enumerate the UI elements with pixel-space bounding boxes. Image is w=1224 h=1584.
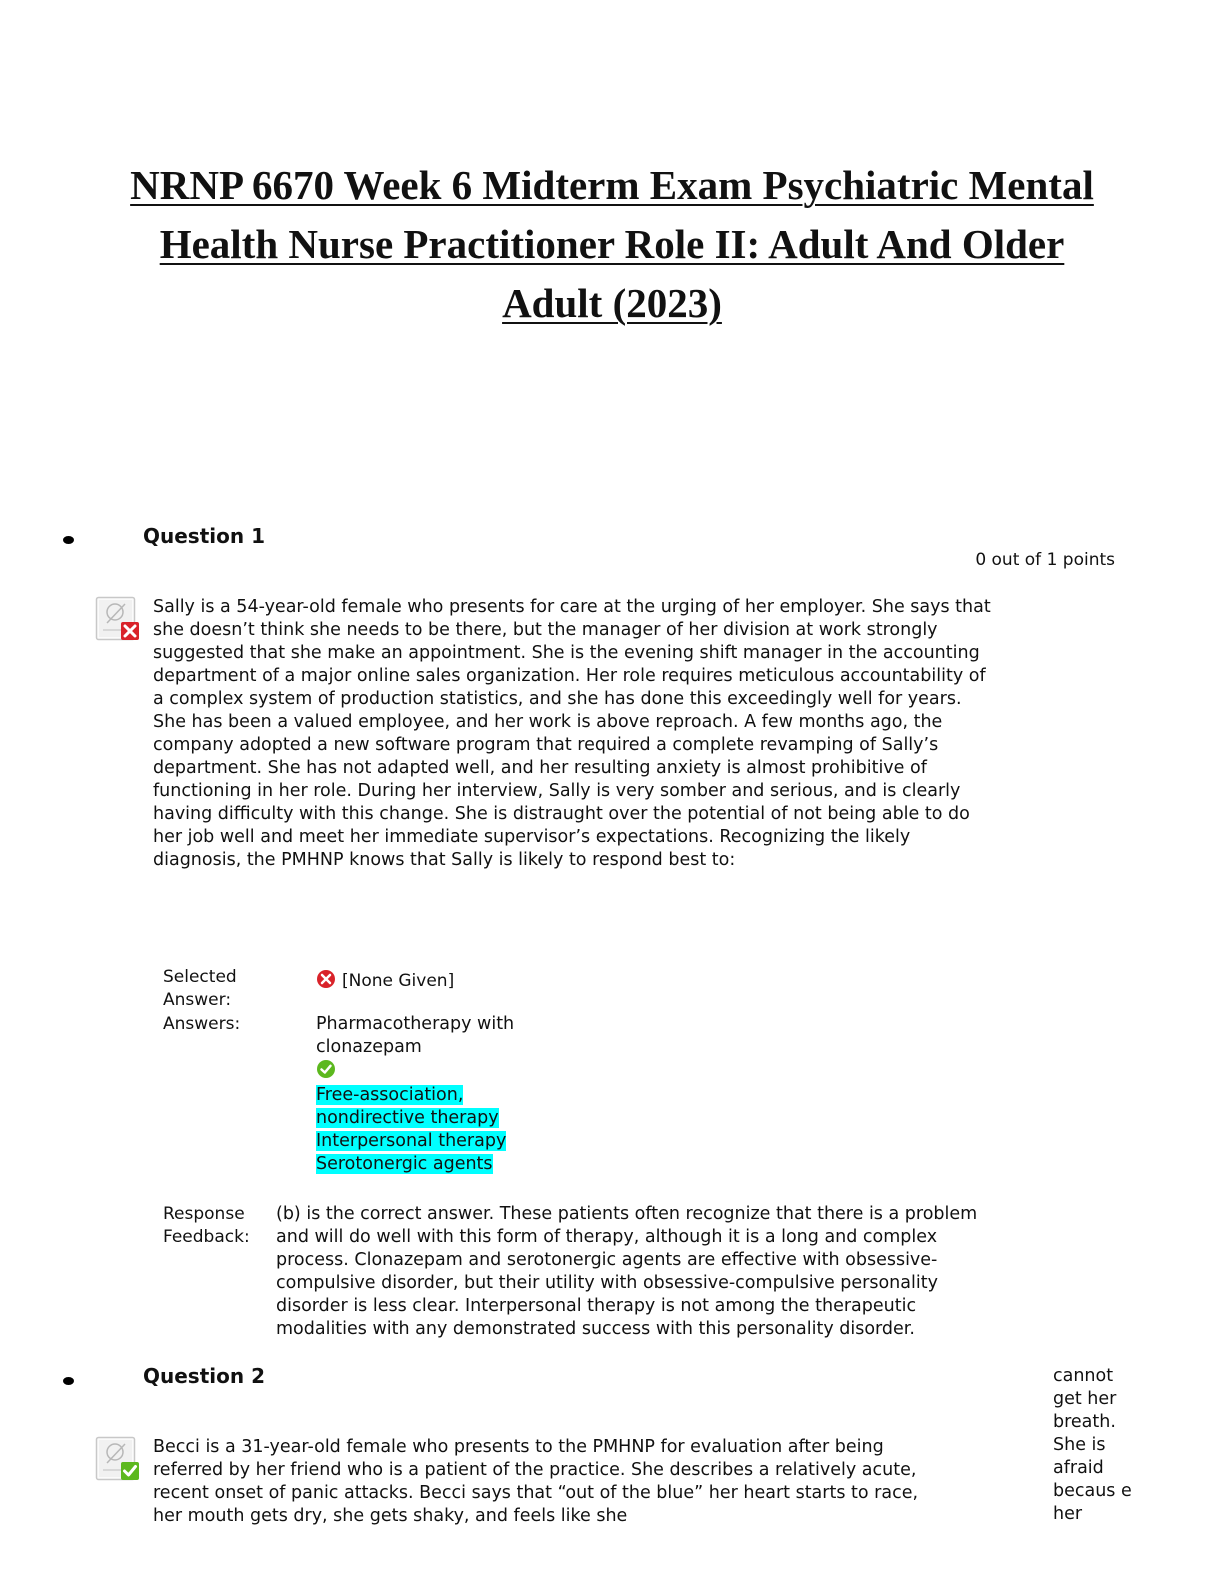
selected-answer-value: [None Given]	[342, 971, 455, 991]
answer-option-2: Free-association, nondirective therapy	[316, 1085, 499, 1128]
answer-option-3: Interpersonal therapy	[316, 1131, 507, 1151]
response-feedback-text: (b) is the correct answer. These patients often recognize that there is a problem and will do well with this form of therapy, although it is a long and complex process. Clonazepam and serotonergic agents are effective with obsessive-compulsive disorder, but their utility with obsessive-compulsive personality disorder is less clear. Interpersonal therapy is not among the therapeutic modalities with any demonstrated success with this personality disorder.	[276, 1204, 978, 1339]
question-2-text: Becci is a 31-year-old female who presents to the PMHNP for evaluation after being referred by her friend who is a patient of the practice. She describes a relatively acute, recent onset of panic attacks. Becci says that “out of the blue” her heart starts to race, her mouth gets dry, she gets shaky, and feels like she	[153, 1437, 919, 1526]
question-2-title: Question 2	[143, 1364, 265, 1388]
question-2-side-text: cannot get her breath. She is afraid becaus e her	[1053, 1366, 1132, 1524]
question-1-points: 0 out of 1 points	[975, 550, 1115, 570]
incorrect-question-icon	[95, 596, 141, 644]
incorrect-icon	[316, 969, 336, 994]
selected-answer-label: Selected Answer:	[163, 967, 237, 1010]
question-1-title: Question 1	[143, 524, 265, 548]
question-1-text: Sally is a 54-year-old female who presents for care at the urging of her employer. She says that she doesn’t think she needs to be there, but the manager of her division at work strongly suggested that she make an appointment. She is the evening shift manager in the accounting department of a major online sales organization. Her role requires meticulous accountability of a complex system of production statistics, and she has done this exceedingly well for years. She has been a valued employee, and her work is above reproach. A few months ago, the company adopted a new software program that required a complete revamping of Sally’s department. She has not adapted well, and her resulting anxiety is almost prohibitive of functioning in her role. During her interview, Sally is very somber and serious, and is clearly having difficulty with this change. She is distraught over the potential of not being able to do her job well and meet her immediate supervisor’s expectations. Recognizing the likely diagnosis, the PMHNP knows that Sally is likely to respond best to:	[153, 597, 991, 870]
bullet-icon	[63, 536, 74, 544]
title-line-3: Adult (2023)	[502, 280, 722, 326]
answers-label: Answers:	[163, 1014, 241, 1034]
answer-option-4: Serotonergic agents	[316, 1154, 493, 1174]
bullet-icon	[63, 1377, 74, 1385]
answer-option-correct-list	[316, 1084, 616, 1176]
response-feedback-label: Response Feedback:	[163, 1204, 250, 1247]
document-title	[40, 156, 1184, 333]
correct-answer-icon	[316, 1059, 336, 1084]
title-line-1: NRNP 6670 Week 6 Midterm Exam Psychiatric Mental	[130, 162, 1094, 208]
answer-option-1: Pharmacotherapy with clonazepam	[316, 1014, 515, 1057]
title-line-2: Health Nurse Practitioner Role II: Adult And Older	[159, 221, 1065, 267]
correct-question-icon	[95, 1436, 141, 1484]
